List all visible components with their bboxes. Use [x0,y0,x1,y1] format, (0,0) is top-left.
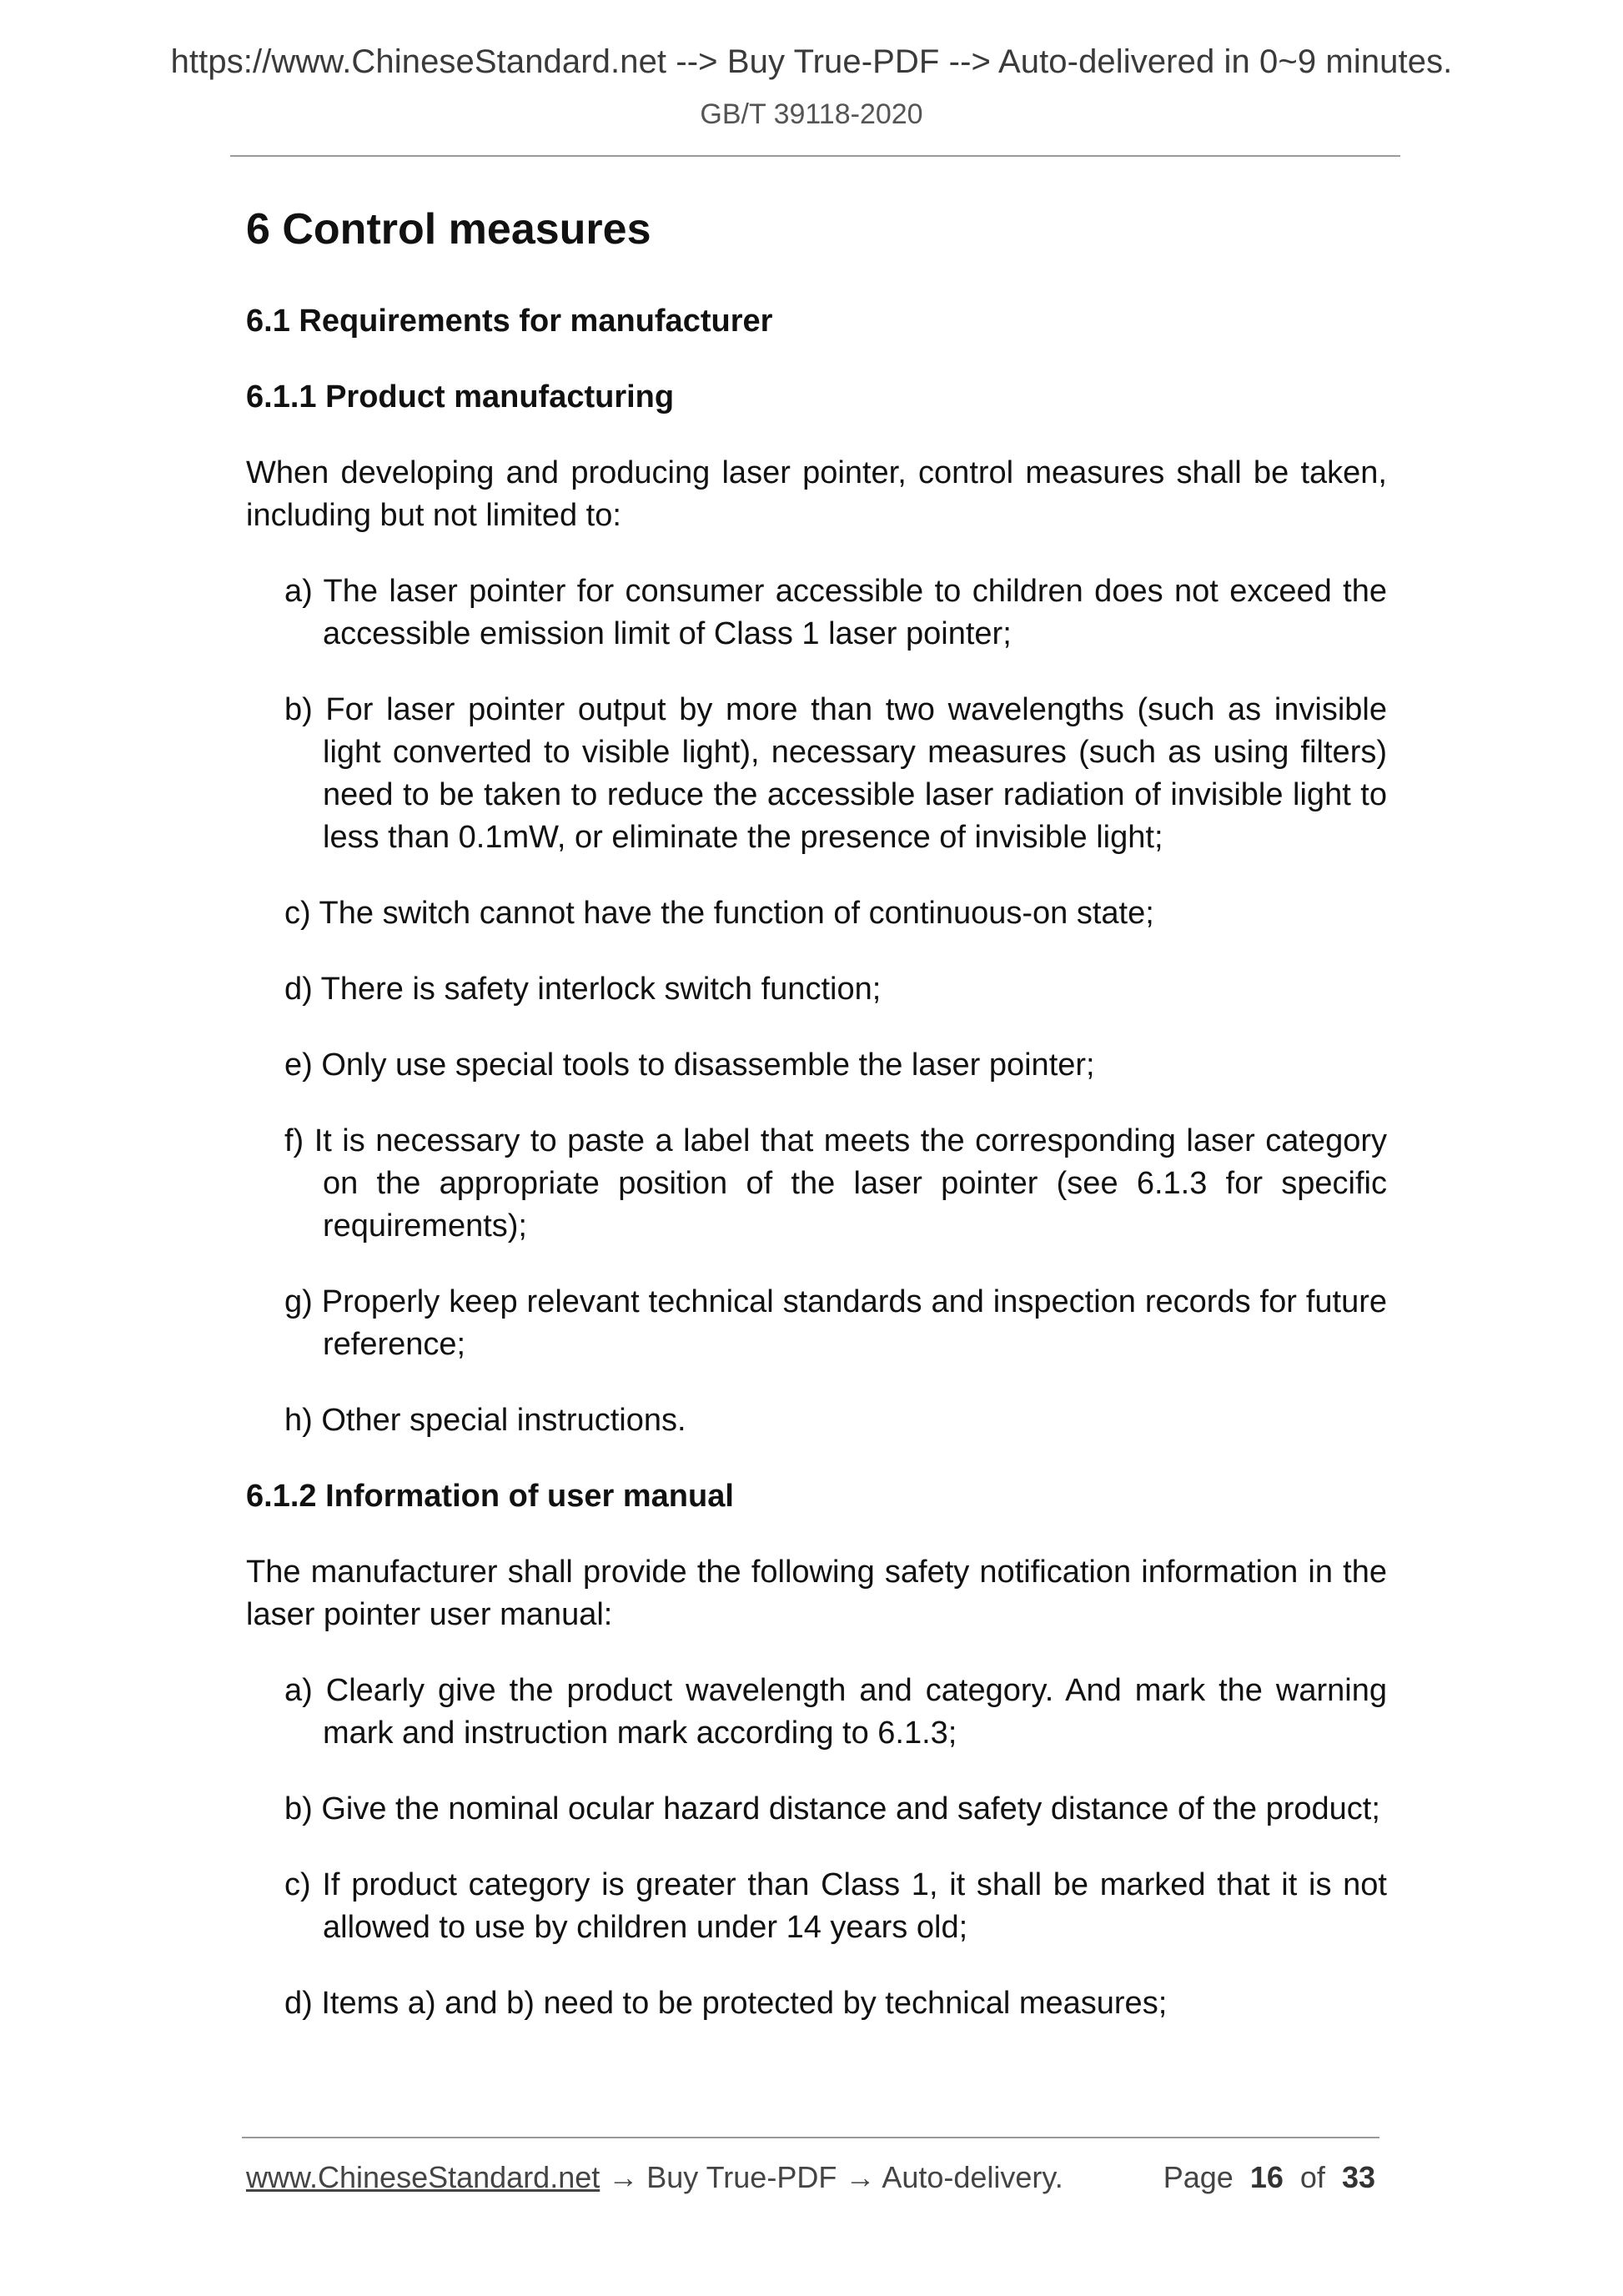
list-item-6-1-2-b: b) Give the nominal ocular hazard distance and safety distance of the product; [284,1791,1380,1826]
footer-left [246,2160,1063,2195]
section-title: 6 Control measures [246,205,651,254]
header-url-line[interactable]: https://www.ChineseStandard.net --> Buy True-PDF --> Auto-delivered in 0~9 minutes. [170,43,1453,80]
document-body [246,202,1387,2058]
list-item-6-1-2-c: c) If product category is greater than Class 1, it shall be marked that it is not allowed to use by children under 14 years old; [284,1866,1387,1945]
page-label: Page [1163,2160,1234,2194]
page-footer [246,2160,1380,2202]
list-item-6-1-2-d: d) Items a) and b) need to be protected by technical measures; [284,1985,1168,2021]
header-divider [230,155,1400,157]
footer-divider [242,2137,1379,2138]
list-item-6-1-1-a: a) The laser pointer for consumer accessible to children does not exceed the accessible emission limit of Class 1 laser pointer; [284,573,1387,651]
list-item-6-1-1-h: h) Other special instructions. [284,1402,686,1438]
paragraph-6-1-2-intro: The manufacturer shall provide the following safety notification information in the laser pointer user manual: [246,1554,1387,1632]
list-item-6-1-1-g: g) Properly keep relevant technical standards and inspection records for future reference; [284,1284,1387,1362]
list-item-6-1-1-b: b) For laser pointer output by more than two wavelengths (such as invisible light converted to visible light), necessary measures (such as using filters) need to be taken to reduce the accessible laser radiation of invisible light to less than 0.1mW, or eliminate the presence of invisible light; [284,691,1387,855]
subsection-title-6-1-2: 6.1.2 Information of user manual [246,1478,734,1514]
list-item-6-1-1-d: d) There is safety interlock switch function; [284,971,882,1007]
page-total: 33 [1341,2160,1375,2194]
page-number [1163,2160,1375,2195]
list-item-6-1-1-c: c) The switch cannot have the function of continuous-on state; [284,895,1154,931]
subsection-title-6-1-1: 6.1.1 Product manufacturing [246,379,675,414]
page-of-label: of [1299,2160,1325,2194]
page-current: 16 [1249,2160,1284,2194]
paragraph-6-1-1-intro: When developing and producing laser pointer, control measures shall be taken, including but not limited to: [246,455,1387,533]
list-item-6-1-1-e: e) Only use special tools to disassemble the laser pointer; [284,1047,1095,1083]
list-item-6-1-1-f: f) It is necessary to paste a label that meets the corresponding laser category on the appropriate position of the laser pointer (see 6.1.3 for specific requirements); [284,1123,1387,1243]
subsection-title-6-1: 6.1 Requirements for manufacturer [246,303,773,339]
footer-trail-text: → Buy True-PDF → Auto-delivery. [600,2160,1063,2194]
header-standard-number: GB/T 39118-2020 [700,98,923,130]
footer-site-link[interactable]: www.ChineseStandard.net [246,2160,600,2194]
list-item-6-1-2-a: a) Clearly give the product wavelength and category. And mark the warning mark and instruction mark according to 6.1.3; [284,1672,1387,1751]
